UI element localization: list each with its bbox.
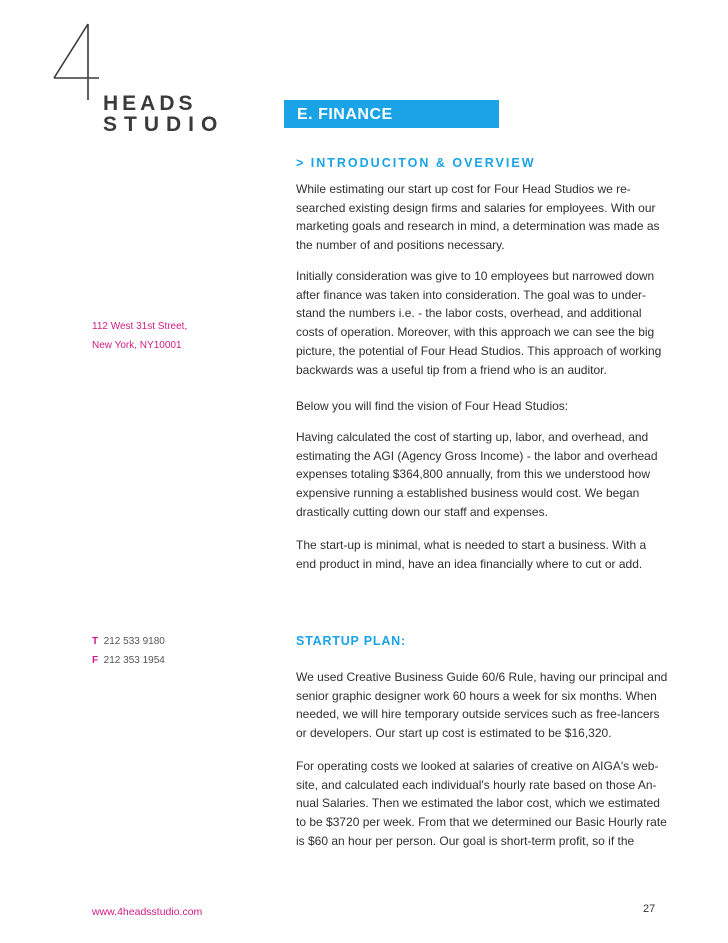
intro-heading: > INTRODUCITON & OVERVIEW (296, 156, 536, 170)
logo-heads-text: HEADS (103, 92, 197, 115)
intro-paragraph: Initially consideration was give to 10 employees but narrowed down after finance was taken into consideration. The goal was to under-stand the numbers i.e. - the labor costs, overhead, and additional costs of operation. Moreover, with this approach we can see the big picture, the potential of Four Head Studios. This approach of working backwards was a useful tip from a friend who is an auditor. (296, 269, 662, 377)
phone-label: T (92, 636, 99, 647)
fax-number: 212 353 1954 (103, 655, 165, 666)
startup-plan-heading: STARTUP PLAN: (296, 634, 406, 648)
intro-paragraph: The start-up is minimal, what is needed to start a business. With a end product in mind, have an idea financially where to cut or add. (296, 538, 647, 571)
logo-studio-text: STUDIO (103, 113, 225, 136)
page-number: 27 (643, 903, 656, 915)
fax-line (92, 651, 165, 670)
startup-paragraph: We used Creative Business Guide 60/6 Rule, having our principal and senior graphic designer work 60 hours a week for six months. When needed, we will hire temporary outside services such as free-lancers or developers. Our start up cost is estimated to be $16,320. (296, 670, 668, 741)
studio-logo-4 (52, 22, 100, 102)
phone-number: 212 533 9180 (103, 636, 165, 647)
section-title: E. FINANCE (297, 106, 393, 123)
intro-paragraph: While estimating our start up cost for Four Head Studios we re-searched existing design firms and salaries for employees. With our marketing goals and research in mind, a determination was made as the number of and positions necessary. (296, 182, 660, 253)
intro-paragraph: Having calculated the cost of starting up, labor, and overhead, and estimating the AGI (Agency Gross Income) - the labor and overhead expenses totaling $364,800 annually, from this we understood how expensive running a established business would cost. We began drastically cutting down our staff and expenses. (296, 430, 658, 519)
website-link[interactable]: www.4headsstudio.com (92, 906, 203, 918)
phone-line (92, 632, 165, 651)
address-line-2: New York, NY10001 (92, 340, 182, 351)
startup-paragraph: For operating costs we looked at salaries of creative on AIGA's web-site, and calculated each individual's hourly rate based on those An-nual Salaries. Then we estimated the labor cost, which we estimated to be $3720 per week. From that we determined our Basic Hourly rate is $60 an hour per person. Our goal is short-term profit, so if the (296, 759, 667, 848)
fax-label: F (92, 655, 99, 666)
address-line-1: 112 West 31st Street, (92, 321, 188, 332)
intro-paragraph: Below you will find the vision of Four Head Studios: (296, 399, 569, 413)
